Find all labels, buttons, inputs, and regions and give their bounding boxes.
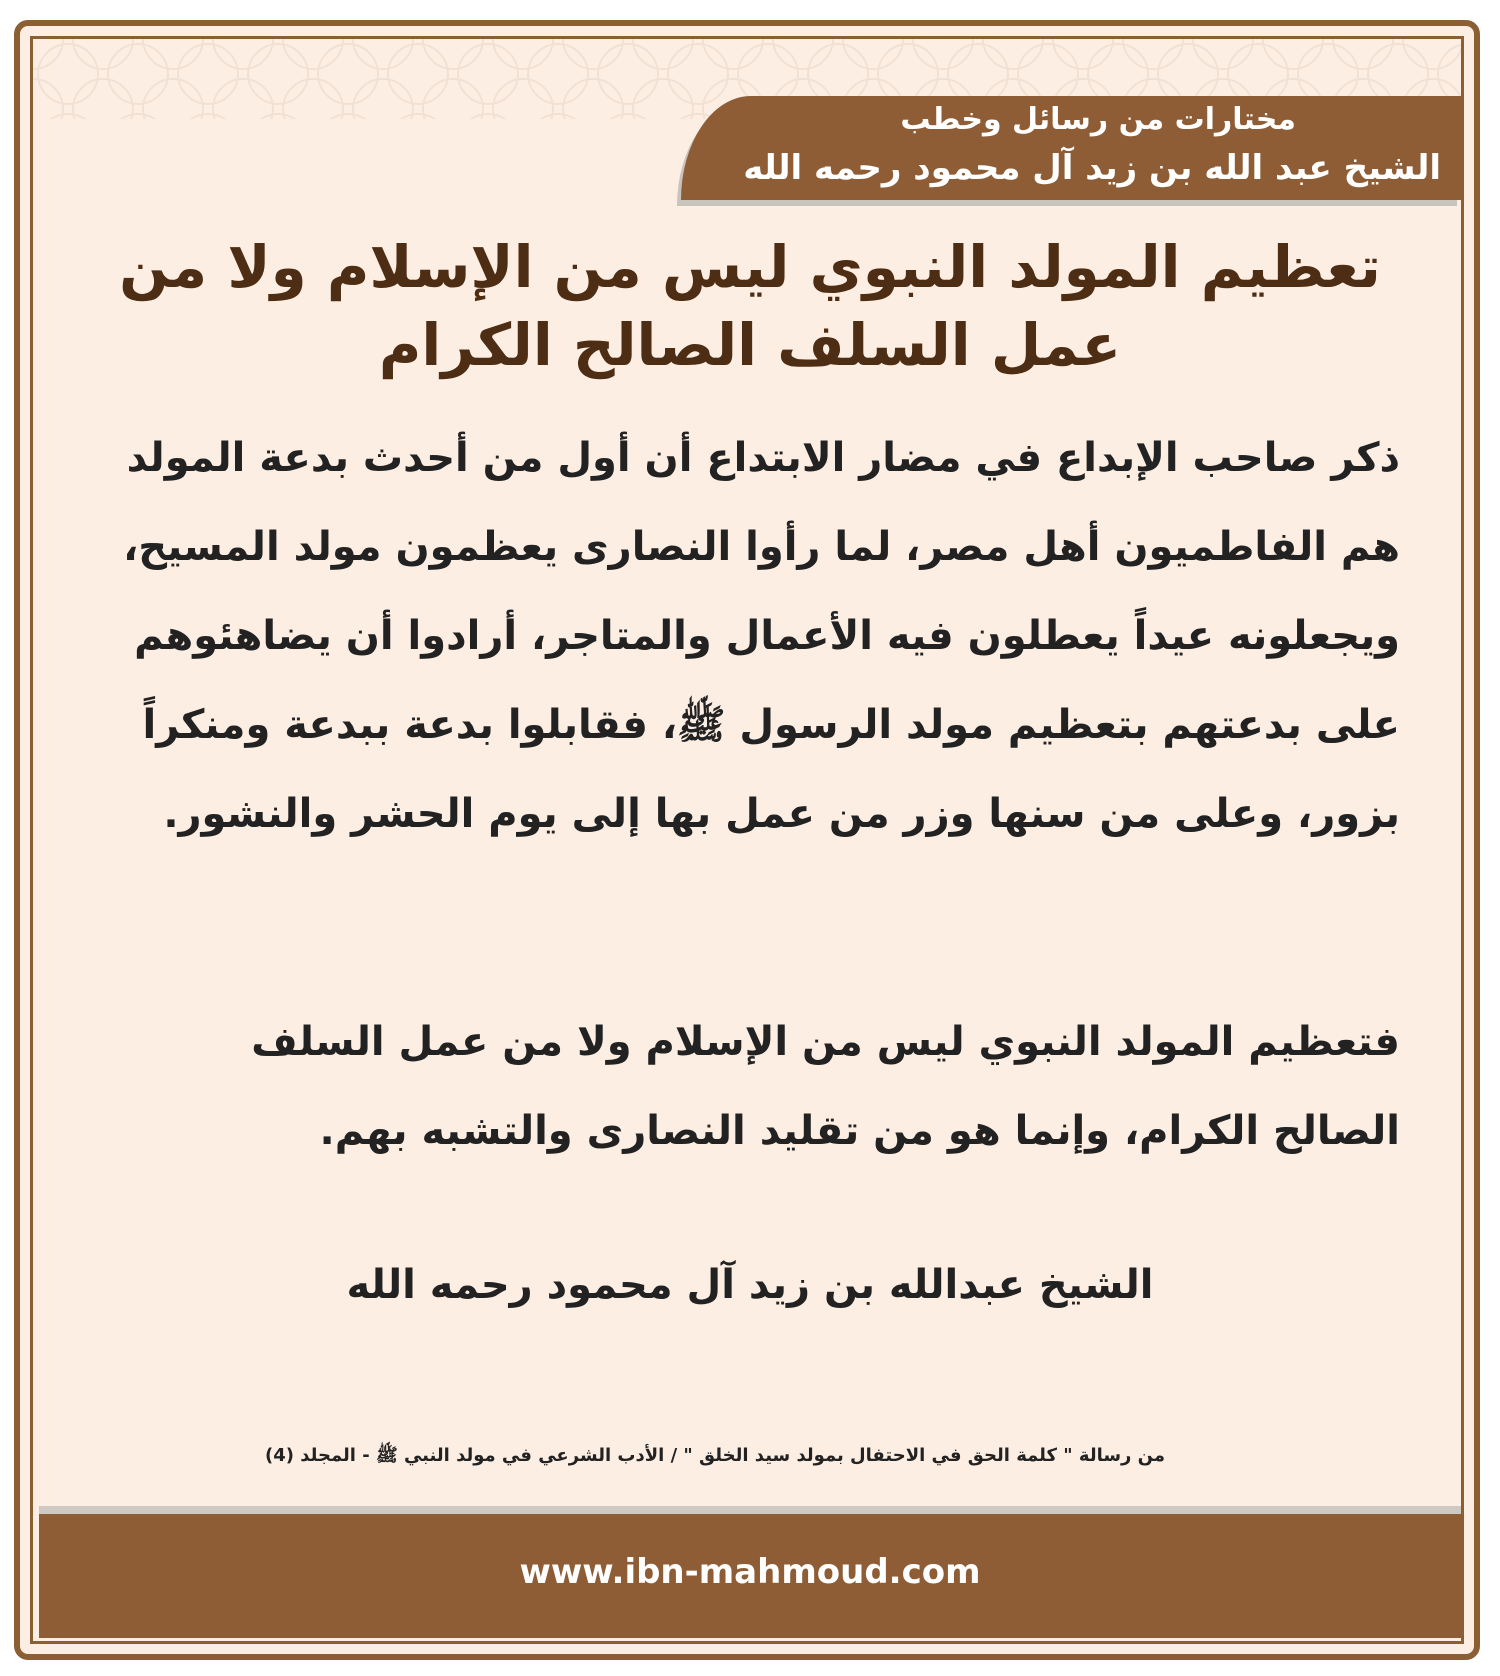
paragraph-2: فتعظيم المولد النبوي ليس من الإسلام ولا من عمل السلف الصالح الكرام، وإنما هو من تقليد النصارى والتشبه بهم.	[251, 1019, 1400, 1154]
article-title: تعظيم المولد النبوي ليس من الإسلام ولا من عمل السلف الصالح الكرام	[119, 233, 1381, 379]
signature: الشيخ عبدالله بن زيد آل محمود رحمه الله	[346, 1262, 1154, 1308]
paragraph-1: ذكر صاحب الإبداع في مضار الابتداع أن أول من أحدث بدعة المولد هم الفاطميون أهل مصر، لما رأوا النصارى يعظمون مولد المسيح، ويجعلونه عيداً يعطلون فيه الأعمال والمتاجر، أرادوا أن يضاهئوهم على بدعتهم بتعظيم مولد الرسول ﷺ، فقابلوا بدعة ببدعة ومنكراً بزور، وعلى من سنها وزر من عمل بها إلى يوم الحشر والنشور.	[123, 435, 1400, 837]
header-banner	[681, 96, 1461, 200]
source-citation: من رسالة " كلمة الحق في الاحتفال بمولد سيد الخلق " / الأدب الشرعي في مولد النبي ﷺ - المجلد (4)	[264, 1445, 1166, 1466]
header-series-title: مختارات من رسائل وخطب	[900, 102, 1296, 137]
website-link[interactable]: www.ibn-mahmoud.com	[519, 1552, 981, 1592]
footer-bar	[39, 1514, 1461, 1638]
header-author: الشيخ عبد الله بن زيد آل محمود رحمه الله	[743, 148, 1441, 188]
